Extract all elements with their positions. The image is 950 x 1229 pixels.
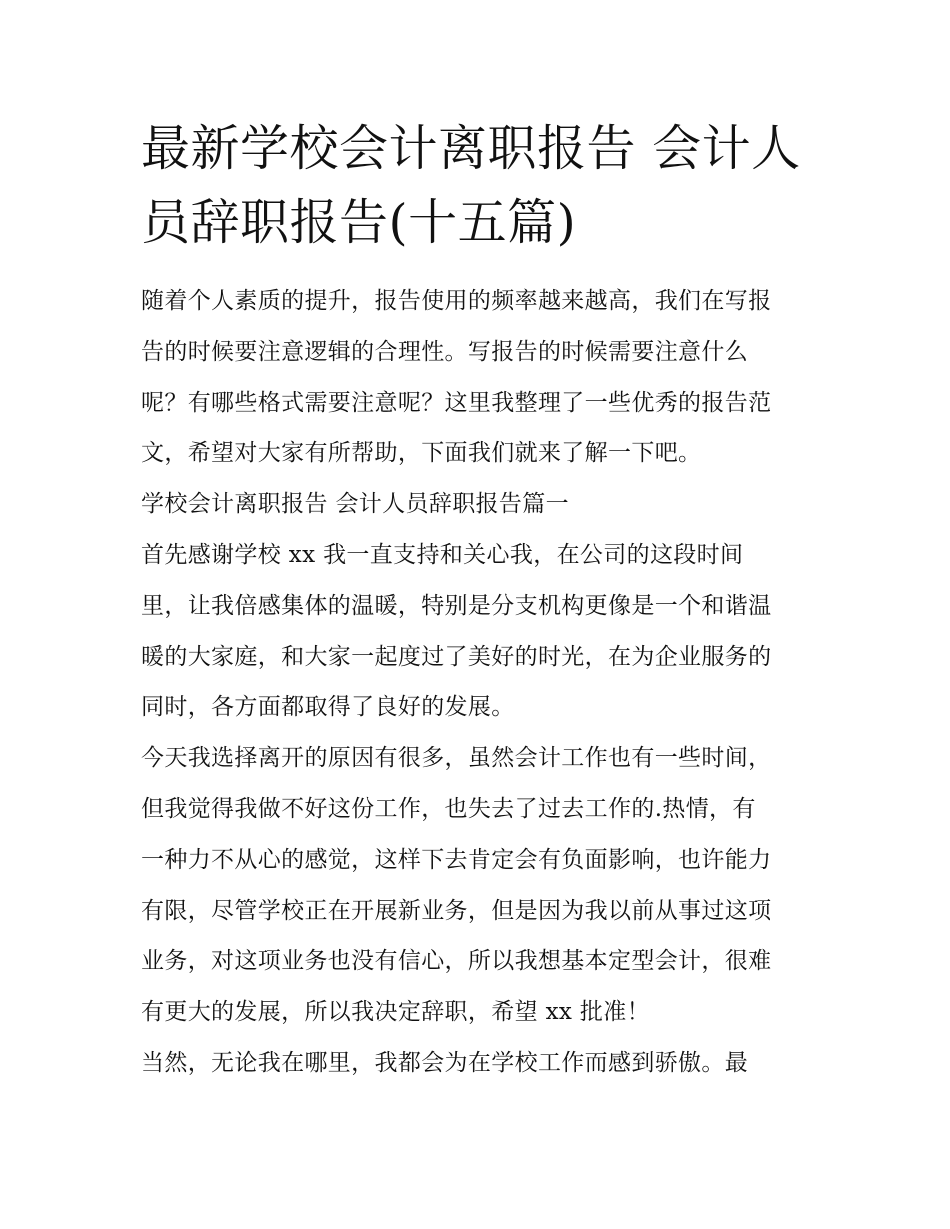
section-heading: 学校会计离职报告 会计人员辞职报告篇一 xyxy=(141,491,569,518)
paragraph-line: 首先感谢学校 xx 我一直支持和关心我，在公司的这段时间 xyxy=(141,541,744,568)
paragraph-line: 里，让我倍感集体的温暖，特别是分支机构更像是一个和谐温 xyxy=(141,592,772,619)
paragraph-line: 呢？有哪些格式需要注意呢？这里我整理了一些优秀的报告范 xyxy=(141,389,772,416)
paragraph-line: 暖的大家庭，和大家一起度过了美好的时光，在为企业服务的 xyxy=(141,643,772,670)
title-line-1: 最新学校会计离职报告 会计人 xyxy=(141,120,801,177)
paragraph-line: 告的时候要注意逻辑的合理性。写报告的时候需要注意什么 xyxy=(141,338,749,365)
paragraph-line: 今天我选择离开的原因有很多，虽然会计工作也有一些时间， xyxy=(141,745,772,772)
document-body xyxy=(141,276,821,1089)
paragraph-line: 业务，对这项业务也没有信心，所以我想基本定型会计，很难 xyxy=(141,948,772,975)
document-title xyxy=(141,112,821,260)
paragraph-line: 同时，各方面都取得了良好的发展。 xyxy=(141,694,515,721)
paragraph-line: 文，希望对大家有所帮助，下面我们就来了解一下吧。 xyxy=(141,440,702,467)
paragraph-line: 有更大的发展，所以我决定辞职，希望 xx 批准！ xyxy=(141,999,650,1026)
paragraph-line: 一种力不从心的感觉，这样下去肯定会有负面影响，也许能力 xyxy=(141,846,772,873)
paragraph-line: 随着个人素质的提升，报告使用的频率越来越高，我们在写报 xyxy=(141,288,772,314)
paragraph-line: 有限，尽管学校正在开展新业务，但是因为我以前从事过这项 xyxy=(141,897,772,924)
paragraph-line: 但我觉得我做不好这份工作，也失去了过去工作的.热情，有 xyxy=(141,795,756,822)
title-line-2: 员辞职报告(十五篇) xyxy=(141,194,577,251)
paragraph-line: 当然，无论我在哪里，我都会为在学校工作而感到骄傲。最 xyxy=(141,1049,749,1076)
